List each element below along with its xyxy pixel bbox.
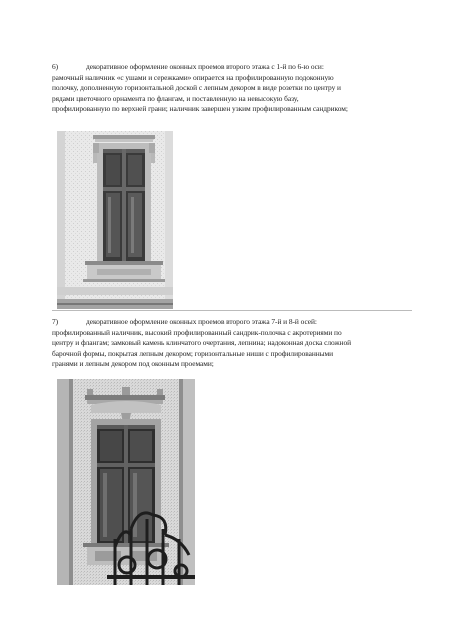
window-photo-section-6 [57, 131, 173, 309]
section-6-line-3: полочку, дополненную горизонтальной доской с лепным декором в виде розетки по центру и [52, 83, 341, 93]
section-7-text [52, 317, 424, 370]
section-7-line-3: центру и флангам; замковый камень клинчатого очертания, лепнина; надоконная доска сложной [52, 338, 352, 348]
section-7-line-2: профилированный наличник, высокий профилированный сандрик-полочка с акротериями по [52, 327, 342, 337]
section-7-line-5: гранями и лепным декором под оконным проемами; [52, 359, 214, 369]
section-7-line-4: барочной формы, покрытая лепным декором; горизонтальные ниши с профилированными [52, 348, 334, 358]
section-7-number: 7) [52, 317, 59, 326]
window-photo-section-7 [57, 379, 195, 585]
section-6-line-4: рядами цветочного орнамента по флангам, и поставленную на невысокую базу, [52, 93, 299, 103]
section-divider [52, 310, 412, 311]
section-6-text [52, 62, 424, 115]
section-6-line-1: декоративное оформление оконных проемов второго этажа с 1-й по 6-ю оси: [86, 62, 324, 71]
section-6-number: 6) [52, 62, 59, 71]
section-6-line-2: рамочный наличник «с ушами и сережками» опирается на профилированную подоконную [52, 72, 334, 82]
section-6-line-5: профилированную по верхней грани; наличник завершен узким профилированным сандриком; [52, 104, 348, 114]
section-7-line-1: декоративное оформление оконных проемов второго этажа 7-й и 8-й осей: [86, 317, 317, 326]
